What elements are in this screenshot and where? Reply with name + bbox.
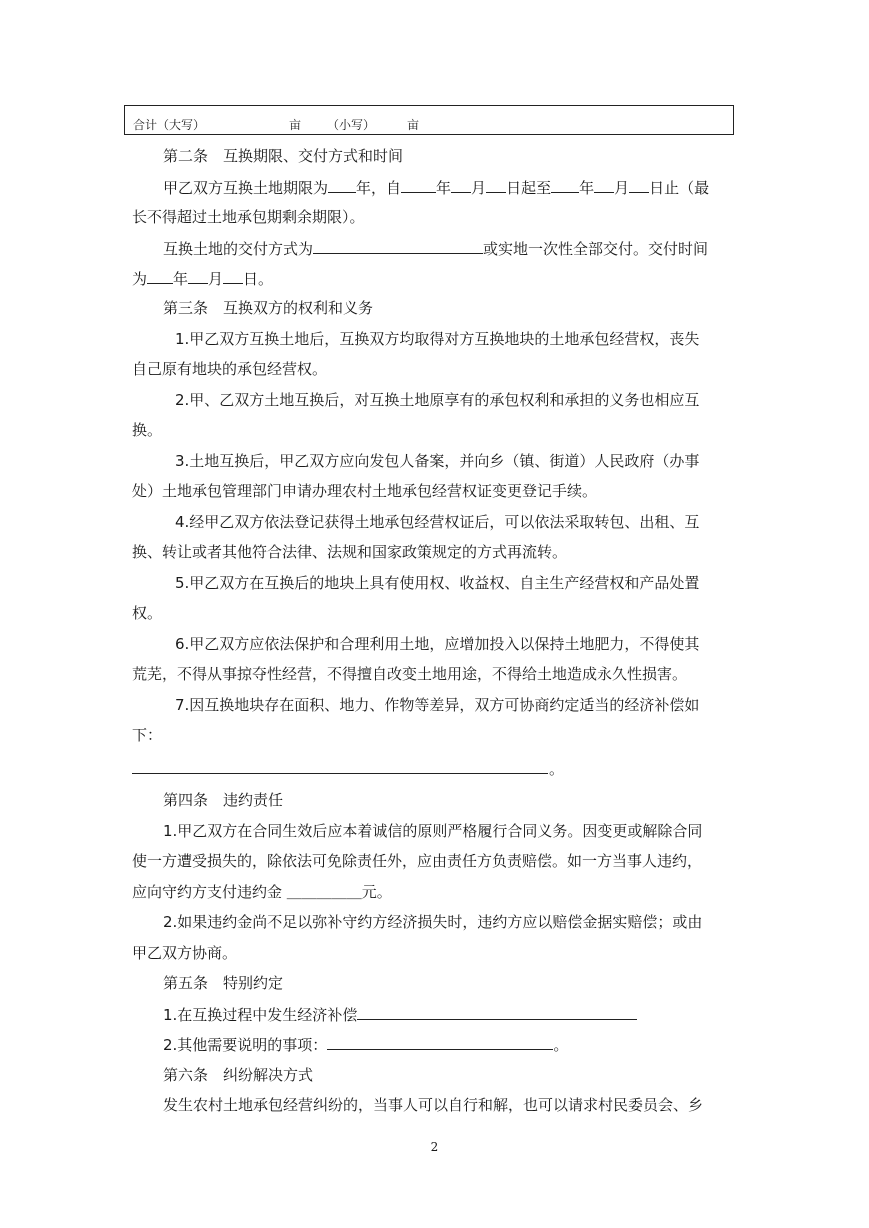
delivery-month-blank[interactable] [188,268,208,284]
article-2-delivery-time-line [132,268,273,289]
start-month-blank[interactable] [451,177,471,193]
article-2-heading: 第二条 互换期限、交付方式和时间 [163,147,404,165]
delivery-method-blank[interactable] [313,238,483,254]
delivery-time-text: 日。 [243,270,274,288]
term-text: 年 [436,179,452,197]
total-unit-mu-b: 亩 [407,118,420,132]
article-2-term-line [163,177,709,198]
article-4-clause-1-line-2: 使一方遭受损失的，除依法可免除责任外，应由责任方负责赔偿。如一方当事人违约， [132,852,703,870]
article-3-clause-1-line-1: 1.甲乙双方互换土地后，互换双方均取得对方互换地块的土地承包经营权，丧失 [175,330,700,348]
article-3-clause-5-line-1: 5.甲乙双方在互换后的地块上具有使用权、收益权、自主生产经营权和产品处置 [175,574,700,592]
article-3-clause-4-line-2: 换、转让或者其他符合法律、法规和国家政策规定的方式再流转。 [132,543,568,561]
end-year-blank[interactable] [551,177,579,193]
term-text: 年，自 [356,179,402,197]
term-text: 甲乙双方互换土地期限为 [163,179,329,197]
page-number: 2 [430,1140,439,1154]
article-4-clause-2-line-2: 甲乙双方协商。 [132,944,238,962]
article-5-clause-2 [163,1034,568,1055]
article-3-clause-7-line-1: 7.因互换地块存在面积、地力、作物等差异，双方可协商约定适当的经济补偿如 [175,696,700,714]
total-lowercase-label: （小写） [327,118,376,132]
article-3-clause-3-line-1: 3.土地互换后，甲乙双方应向发包人备案，并向乡（镇、街道）人民政府（办事 [175,452,700,470]
delivery-text: 或实地一次性全部交付。交付时间 [483,240,709,258]
compensation-detail-blank[interactable] [357,1004,637,1020]
other-matters-blank[interactable] [327,1034,553,1050]
article-5-clause-1 [163,1004,637,1025]
article-2-term-line-2: 长不得超过土地承包期剩余期限）。 [132,208,365,226]
article-2-delivery-line [163,238,708,259]
article-5-heading: 第五条 特别约定 [163,974,284,992]
article-3-heading: 第三条 互换双方的权利和义务 [163,299,374,317]
term-text: 日起至 [506,179,552,197]
term-years-blank[interactable] [328,177,356,193]
article-3-clause-3-line-2: 处）土地承包管理部门申请办理农村土地承包经营权证变更登记手续。 [132,482,598,500]
article-3-clause-7-line-2: 下： [132,726,163,744]
term-text: 月 [471,179,487,197]
term-text: 年 [579,179,595,197]
total-uppercase-label: 合计（大写） [133,118,206,132]
delivery-day-blank[interactable] [223,268,243,284]
article-3-clause-5-line-2: 权。 [132,604,163,622]
delivery-year-blank[interactable] [147,268,173,284]
term-text: 日止（最 [649,179,710,197]
article-3-clause-1-line-2: 自己原有地块的承包经营权。 [132,360,328,378]
article-3-clause-6-line-1: 6.甲乙双方应依法保护和合理利用土地，应增加投入以保持土地肥力，不得使其 [175,635,700,653]
article-4-clause-2-line-1: 2.如果违约金尚不足以弥补守约方经济损失时，违约方应以赔偿金据实赔偿；或由 [163,913,703,931]
delivery-time-text: 为 [132,270,148,288]
article-4-heading: 第四条 违约责任 [163,791,284,809]
compensation-end-mark: 。 [549,760,565,778]
term-text: 月 [614,179,630,197]
special-term-text: 2.其他需要说明的事项： [163,1036,328,1054]
delivery-time-text: 月 [208,270,224,288]
end-month-blank[interactable] [594,177,614,193]
article-3-clause-4-line-1: 4.经甲乙双方依法登记获得土地承包经营权证后，可以依法采取转包、出租、互 [175,513,700,531]
article-4-clause-1-line-1: 1.甲乙双方在合同生效后应本着诚信的原则严格履行合同义务。因变更或解除合同 [163,822,703,840]
article-3-clause-6-line-2: 荒芜，不得从事掠夺性经营，不得擅自改变土地用途，不得给土地造成永久性损害。 [132,665,688,683]
compensation-fill-line[interactable] [132,773,548,774]
start-year-blank[interactable] [401,177,436,193]
article-6-heading: 第六条 纠纷解决方式 [163,1066,314,1084]
delivery-time-text: 年 [173,270,189,288]
special-term-text: 1.在互换过程中发生经济补偿 [163,1006,358,1024]
end-day-blank[interactable] [629,177,649,193]
total-unit-mu-a: 亩 [289,118,302,132]
total-area-row [124,105,734,135]
article-3-clause-2-line-2: 换。 [132,421,163,439]
delivery-text: 互换土地的交付方式为 [163,240,314,258]
special-term-text: 。 [553,1036,569,1054]
article-4-clause-1-line-3: 应向守约方支付违约金 ＿＿＿＿＿元。 [132,883,392,901]
article-6-clause-line-1: 发生农村土地承包经营纠纷的，当事人可以自行和解，也可以请求村民委员会、乡 [163,1096,704,1114]
article-3-clause-2-line-1: 2.甲、乙双方土地互换后，对互换土地原享有的承包权利和承担的义务也相应互 [175,391,700,409]
start-day-blank[interactable] [486,177,506,193]
